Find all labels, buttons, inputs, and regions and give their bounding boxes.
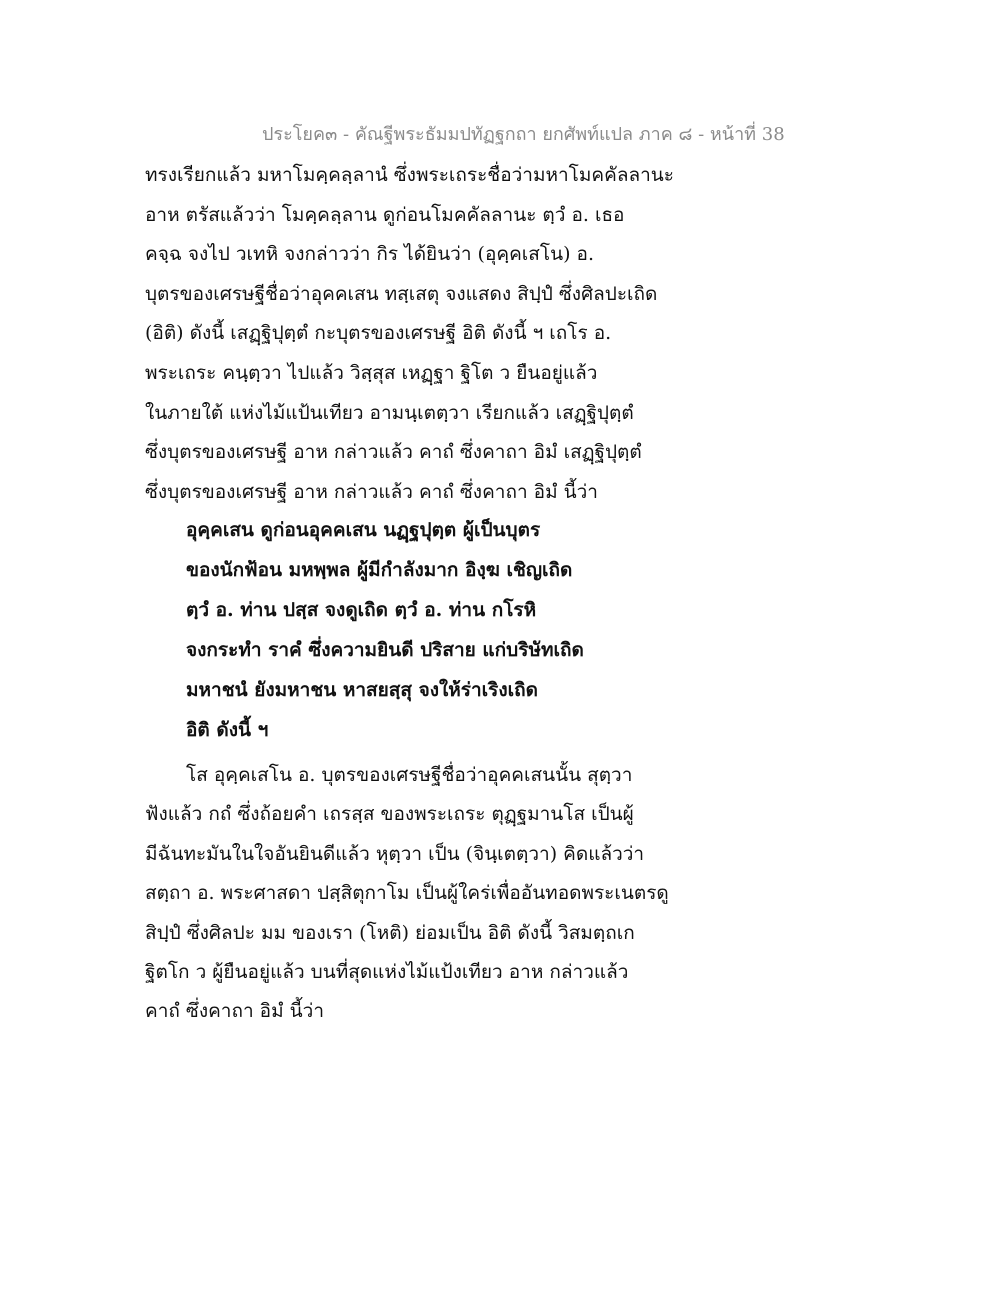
text-line: ทรงเรียกแล้ว มหาโมคฺคลฺลานํ ซึ่งพระเถระชื่อว่ามหาโมคคัลลานะ xyxy=(145,164,674,186)
text-line: โส อุคฺคเสโน อ. บุตรของเศรษฐีชื่อว่าอุคคเสนนั้น สุตฺวา xyxy=(186,764,633,786)
running-header: ประโยค๓ - คัณฐีพระธัมมปทัฏฐกถา ยกศัพท์แปล ภาค ๘ - หน้าที่ 38 xyxy=(262,124,785,145)
text-line: บุตรของเศรษฐีชื่อว่าอุคคเสน ทสฺเสตุ จงแสดง สิปฺปํ ซึ่งศิลปะเถิด xyxy=(145,282,658,305)
text-line: คาถํ ซึ่งคาถา อิมํ นี้ว่า xyxy=(145,1000,324,1023)
text-line: (อิติ) ดังนี้ เสฏฺฐิปุตฺตํ กะบุตรของเศรษฐี อิติ ดังนี้ ฯ เถโร อ. xyxy=(145,322,612,345)
text-line: ฟังแล้ว กถํ ซึ่งถ้อยคำ เถรสฺส ของพระเถระ ตุฏฺฐมานโส เป็นผู้ xyxy=(145,803,634,826)
text-line: อาห ตรัสแล้วว่า โมคฺคลฺลาน ดูก่อนโมคคัลลานะ ตฺวํ อ. เธอ xyxy=(145,203,625,226)
text-line: สิปฺปํ ซึ่งศิลปะ มม ของเรา (โหติ) ย่อมเป็น อิติ ดังนี้ วิสมตฺถเก xyxy=(145,921,635,944)
text-line: ซึ่งบุตรของเศรษฐี อาห กล่าวแล้ว คาถํ ซึ่งคาถา อิมํ เสฏฺฐิปุตฺตํ xyxy=(145,441,642,464)
text-line: คจฺฉ จงไป วเทหิ จงกล่าวว่า กิร ได้ยินว่า (อุคฺคเสโน) อ. xyxy=(145,243,594,266)
verse-line: ตฺวํ อ. ท่าน ปสฺส จงดูเถิด ตฺวํ อ. ท่าน กโรหิ xyxy=(186,599,537,621)
verse-line: จงกระทำ ราคํ ซึ่งความยินดี ปริสาย แก่บริษัทเถิด xyxy=(186,639,584,661)
paragraph-1 xyxy=(145,156,685,512)
text-line: ฐิตโก ว ผู้ยืนอยู่แล้ว บนที่สุดแห่งไม้แป้งเทียว อาห กล่าวแล้ว xyxy=(145,960,629,983)
text-line: ซึ่งบุตรของเศรษฐี อาห กล่าวแล้ว คาถํ ซึ่งคาถา อิมํ นี้ว่า xyxy=(145,480,598,503)
text-line: มีฉันทะมันในใจอันยินดีแล้ว หุตฺวา เป็น (จินฺเตตฺวา) คิดแล้วว่า xyxy=(145,842,645,865)
text-line: ในภายใต้ แห่งไม้แป้นเทียว อามนฺเตตฺวา เรียกแล้ว เสฏฺฐิปุตฺตํ xyxy=(145,401,634,424)
verse-block xyxy=(186,510,686,750)
paragraph-2 xyxy=(145,756,685,1032)
text-line: พระเถระ คนฺตฺวา ไปแล้ว วิสฺสุส เหฏฺฐา ฐิโต ว ยืนอยู่แล้ว xyxy=(145,361,598,384)
verse-line: ของนักฟ้อน มหพฺพล ผู้มีกำลังมาก อิงฺฆ เชิญเถิด xyxy=(186,559,573,581)
text-line: สตฺถา อ. พระศาสดา ปสฺสิตุกาโม เป็นผู้ใคร่เพื่ออันทอดพระเนตรดู xyxy=(145,882,669,905)
verse-line: อุคฺคเสน ดูก่อนอุคคเสน นฏฺฐปุตฺต ผู้เป็นบุตร xyxy=(186,519,541,541)
verse-line: มหาชนํ ยังมหาชน หาสยสฺสุ จงให้ร่าเริงเถิด xyxy=(186,679,538,701)
verse-line: อิติ ดังนี้ ฯ xyxy=(186,719,269,741)
